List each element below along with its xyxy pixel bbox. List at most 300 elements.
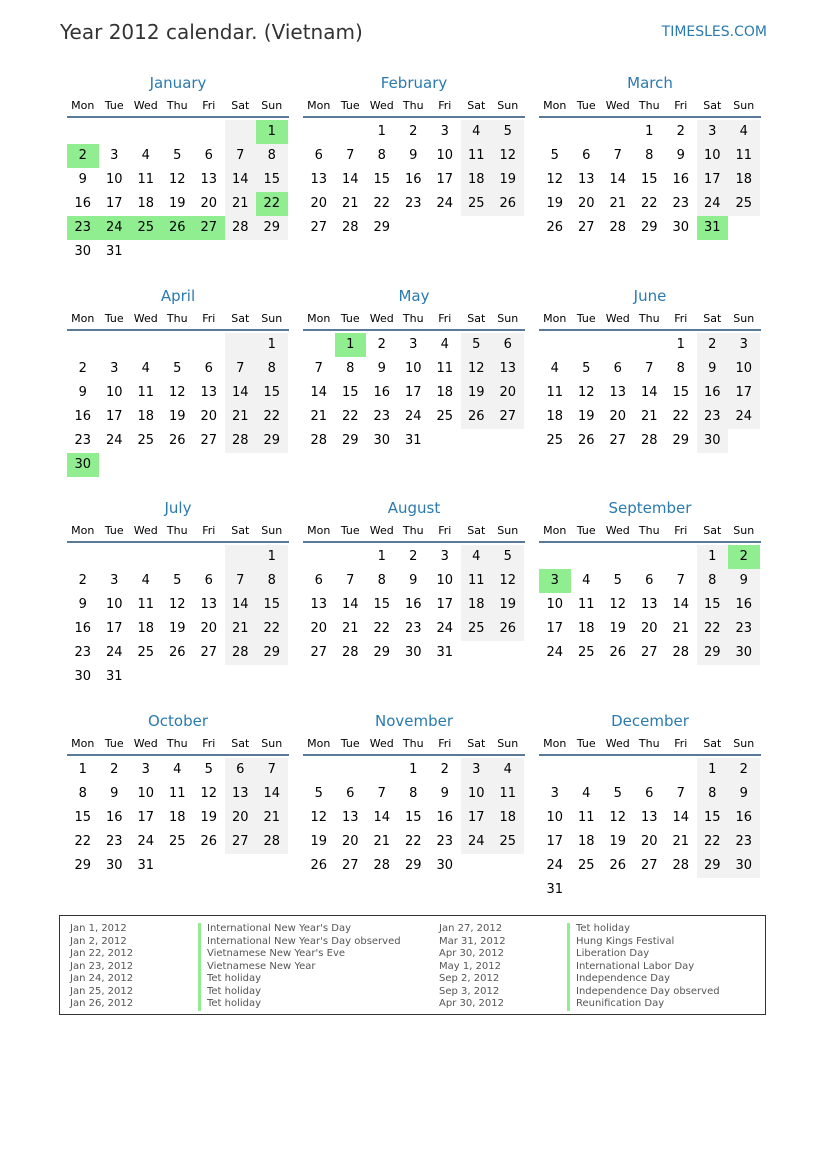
day-cell: 7	[676, 786, 685, 801]
day-cell: 26	[492, 617, 524, 641]
day-cell: 16	[728, 593, 760, 617]
day-cell: 22	[404, 834, 422, 849]
weekday-label: Fri	[674, 523, 688, 537]
empty-cell	[492, 216, 524, 240]
legend-date: Sep 2, 2012	[439, 973, 500, 984]
day-cell: 29	[640, 220, 658, 235]
weekday-header	[303, 307, 525, 331]
day-cell: 6	[225, 758, 257, 782]
day-cell: 3	[110, 573, 119, 588]
empty-cell	[634, 333, 666, 357]
day-cell: 4	[141, 361, 150, 376]
empty-cell	[335, 545, 367, 569]
legend-date: Sep 3, 2012	[439, 985, 500, 997]
day-cell: 29	[697, 854, 729, 878]
day-cell: 3	[409, 337, 418, 352]
day-cell: 3	[141, 762, 150, 777]
day-cell: 3	[550, 786, 559, 801]
weekday-label: Tue	[104, 736, 124, 750]
weekday-label: Mon	[307, 523, 331, 537]
empty-cell	[193, 240, 225, 264]
day-cell: 18	[137, 621, 155, 636]
day-cell: 4	[440, 337, 449, 352]
day-cell: 25	[137, 433, 155, 448]
day-cell: 1	[676, 337, 685, 352]
day-cell: 1	[697, 545, 729, 569]
day-cell: 1	[78, 762, 87, 777]
day-cell: 6	[204, 148, 213, 163]
weekday-label: Fri	[202, 523, 216, 537]
day-cell: 12	[168, 385, 186, 400]
day-cell: 9	[409, 573, 418, 588]
empty-cell	[67, 333, 99, 357]
day-cell: 23	[404, 621, 422, 636]
day-cell: 18	[492, 806, 524, 830]
legend-holiday-name: International New Year's Day observed	[198, 936, 401, 949]
day-cell: 10	[137, 786, 155, 801]
weekday-label: Sun	[733, 523, 755, 537]
empty-cell	[225, 240, 257, 264]
day-cell: 30	[728, 854, 760, 878]
day-cell: 14	[225, 381, 257, 405]
day-cell: 20	[310, 196, 328, 211]
day-cell: 10	[697, 144, 729, 168]
day-cell: 20	[609, 409, 627, 424]
month-december	[539, 711, 761, 902]
weekday-label: Thu	[402, 311, 424, 325]
day-cell: 4	[173, 762, 182, 777]
day-cell: 29	[404, 858, 422, 873]
days-grid	[539, 545, 761, 665]
day-cell: 15	[697, 593, 729, 617]
weekday-label: Wed	[605, 736, 630, 750]
day-cell: 26	[492, 192, 524, 216]
day-cell: 29	[373, 645, 391, 660]
day-cell: 20	[640, 621, 658, 636]
day-cell: 10	[436, 573, 454, 588]
empty-cell	[162, 333, 194, 357]
empty-cell	[634, 878, 666, 902]
day-cell: 31	[404, 433, 422, 448]
empty-cell	[162, 545, 194, 569]
day-cell: 11	[577, 597, 595, 612]
legend-holiday-name: International Labor Day	[567, 961, 694, 974]
month-november	[303, 711, 525, 878]
weekday-label: Tue	[340, 736, 360, 750]
day-cell: 25	[461, 617, 493, 641]
day-cell: 1	[335, 333, 367, 357]
day-cell: 25	[577, 858, 595, 873]
day-cell: 5	[582, 361, 591, 376]
day-cell: 16	[404, 172, 422, 187]
empty-cell	[539, 120, 571, 144]
day-cell: 6	[645, 786, 654, 801]
day-cell: 23	[67, 216, 99, 240]
empty-cell	[225, 120, 257, 144]
day-cell: 2	[728, 545, 760, 569]
day-cell: 6	[613, 361, 622, 376]
day-cell: 26	[200, 834, 218, 849]
day-cell: 22	[74, 834, 92, 849]
day-cell: 20	[200, 409, 218, 424]
day-cell: 10	[436, 148, 454, 163]
day-cell: 28	[341, 645, 359, 660]
empty-cell	[429, 429, 461, 453]
empty-cell	[256, 854, 288, 878]
day-cell: 9	[440, 786, 449, 801]
month-may	[303, 286, 525, 453]
empty-cell	[539, 333, 571, 357]
day-cell: 6	[346, 786, 355, 801]
weekday-label: Sat	[467, 523, 486, 537]
weekday-header	[67, 307, 289, 331]
day-cell: 27	[640, 858, 658, 873]
site-link[interactable]: TIMESLES.COM	[661, 24, 767, 40]
day-cell: 31	[546, 882, 564, 897]
day-cell: 14	[341, 172, 359, 187]
day-cell: 7	[645, 361, 654, 376]
legend-date: Jan 22, 2012	[70, 948, 134, 959]
legend-holiday-name: Tet holiday	[198, 986, 261, 999]
weekday-label: Tue	[340, 523, 360, 537]
day-cell: 20	[310, 621, 328, 636]
day-cell: 30	[74, 669, 92, 684]
day-cell: 12	[461, 357, 493, 381]
weekday-label: Sun	[497, 736, 519, 750]
weekday-label: Sat	[703, 736, 722, 750]
day-cell: 28	[225, 216, 257, 240]
weekday-label: Wed	[369, 311, 394, 325]
day-cell: 30	[436, 858, 454, 873]
empty-cell	[335, 758, 367, 782]
weekday-label: Mon	[543, 736, 567, 750]
day-cell: 15	[404, 810, 422, 825]
empty-cell	[602, 545, 634, 569]
legend-holiday-name: Independence Day observed	[567, 986, 720, 999]
day-cell: 6	[314, 148, 323, 163]
weekday-label: Fri	[202, 98, 216, 112]
weekday-label: Thu	[166, 523, 188, 537]
day-cell: 13	[640, 597, 658, 612]
weekday-label: Sat	[703, 523, 722, 537]
weekday-label: Tue	[576, 523, 596, 537]
day-cell: 26	[609, 858, 627, 873]
day-cell: 2	[676, 124, 685, 139]
day-cell: 12	[168, 597, 186, 612]
day-cell: 6	[492, 333, 524, 357]
weekday-label: Mon	[71, 98, 95, 112]
day-cell: 28	[225, 429, 257, 453]
day-cell: 5	[173, 148, 182, 163]
day-cell: 7	[225, 357, 257, 381]
empty-cell	[398, 216, 430, 240]
weekday-label: Sat	[703, 311, 722, 325]
empty-cell	[492, 854, 524, 878]
empty-cell	[461, 429, 493, 453]
empty-cell	[461, 216, 493, 240]
day-cell: 27	[200, 433, 218, 448]
day-cell: 9	[110, 786, 119, 801]
day-cell: 3	[539, 569, 571, 593]
day-cell: 24	[461, 830, 493, 854]
weekday-label: Tue	[576, 98, 596, 112]
day-cell: 28	[341, 220, 359, 235]
empty-cell	[602, 120, 634, 144]
day-cell: 3	[440, 124, 449, 139]
month-name: May	[398, 287, 430, 305]
empty-cell	[256, 240, 288, 264]
weekday-label: Thu	[638, 98, 660, 112]
day-cell: 20	[492, 381, 524, 405]
day-cell: 5	[173, 573, 182, 588]
weekday-label: Mon	[543, 523, 567, 537]
day-cell: 5	[492, 545, 524, 569]
day-cell: 4	[141, 573, 150, 588]
day-cell: 18	[577, 621, 595, 636]
day-cell: 28	[609, 220, 627, 235]
weekday-header	[539, 732, 761, 756]
day-cell: 21	[640, 409, 658, 424]
day-cell: 29	[256, 429, 288, 453]
day-cell: 19	[546, 196, 564, 211]
day-cell: 17	[546, 621, 564, 636]
day-cell: 27	[492, 405, 524, 429]
day-cell: 16	[74, 196, 92, 211]
weekday-label: Tue	[576, 311, 596, 325]
empty-cell	[634, 545, 666, 569]
day-cell: 8	[697, 782, 729, 806]
day-cell: 16	[404, 597, 422, 612]
day-cell: 21	[225, 192, 257, 216]
weekday-label: Tue	[576, 736, 596, 750]
day-cell: 10	[105, 597, 123, 612]
day-cell: 28	[640, 433, 658, 448]
weekday-header	[67, 94, 289, 118]
day-cell: 2	[440, 762, 449, 777]
weekday-label: Sun	[261, 98, 283, 112]
day-cell: 14	[225, 593, 257, 617]
empty-cell	[602, 758, 634, 782]
day-cell: 23	[672, 196, 690, 211]
weekday-header	[539, 519, 761, 543]
day-cell: 30	[74, 244, 92, 259]
weekday-header	[67, 732, 289, 756]
day-cell: 10	[461, 782, 493, 806]
day-cell: 17	[461, 806, 493, 830]
day-cell: 18	[577, 834, 595, 849]
day-cell: 22	[341, 409, 359, 424]
legend-date: Jan 26, 2012	[70, 998, 134, 1009]
day-cell: 21	[225, 405, 257, 429]
empty-cell	[602, 333, 634, 357]
day-cell: 25	[546, 433, 564, 448]
day-cell: 11	[461, 569, 493, 593]
day-cell: 6	[204, 573, 213, 588]
day-cell: 1	[256, 120, 288, 144]
day-cell: 2	[697, 333, 729, 357]
day-cell: 3	[110, 148, 119, 163]
empty-cell	[539, 758, 571, 782]
day-cell: 28	[225, 641, 257, 665]
day-cell: 15	[256, 381, 288, 405]
day-cell: 26	[577, 433, 595, 448]
weekday-header	[539, 94, 761, 118]
day-cell: 20	[577, 196, 595, 211]
day-cell: 30	[67, 453, 99, 477]
day-cell: 21	[672, 621, 690, 636]
day-cell: 15	[640, 172, 658, 187]
day-cell: 20	[200, 196, 218, 211]
day-cell: 21	[672, 834, 690, 849]
day-cell: 4	[461, 120, 493, 144]
day-cell: 8	[645, 148, 654, 163]
weekday-header	[303, 519, 525, 543]
day-cell: 9	[78, 385, 87, 400]
weekday-header	[539, 307, 761, 331]
day-cell: 5	[613, 573, 622, 588]
empty-cell	[256, 453, 288, 477]
days-grid	[67, 120, 289, 264]
day-cell: 26	[168, 433, 186, 448]
day-cell: 2	[67, 144, 99, 168]
day-cell: 5	[314, 786, 323, 801]
weekday-label: Thu	[638, 523, 660, 537]
day-cell: 24	[404, 409, 422, 424]
day-cell: 27	[341, 858, 359, 873]
weekday-label: Thu	[166, 98, 188, 112]
day-cell: 11	[168, 786, 186, 801]
weekday-label: Sun	[261, 523, 283, 537]
month-march	[539, 73, 761, 240]
day-cell: 11	[546, 385, 564, 400]
day-cell: 29	[341, 433, 359, 448]
day-cell: 3	[110, 361, 119, 376]
legend-date: Mar 31, 2012	[439, 935, 506, 947]
month-name: December	[611, 712, 689, 730]
day-cell: 1	[409, 762, 418, 777]
weekday-label: Sun	[497, 523, 519, 537]
day-cell: 15	[672, 385, 690, 400]
month-name: November	[374, 712, 454, 730]
empty-cell	[303, 333, 335, 357]
day-cell: 17	[436, 172, 454, 187]
day-cell: 17	[105, 621, 123, 636]
day-cell: 20	[341, 834, 359, 849]
day-cell: 9	[78, 597, 87, 612]
month-name: September	[608, 499, 692, 517]
legend-date: Apr 30, 2012	[439, 998, 505, 1009]
day-cell: 12	[492, 569, 524, 593]
day-cell: 17	[137, 810, 155, 825]
day-cell: 13	[609, 385, 627, 400]
weekday-label: Thu	[402, 523, 424, 537]
days-grid	[303, 758, 525, 878]
weekday-label: Mon	[307, 311, 331, 325]
day-cell: 21	[341, 196, 359, 211]
weekday-label: Thu	[402, 98, 424, 112]
day-cell: 26	[461, 405, 493, 429]
day-cell: 26	[546, 220, 564, 235]
empty-cell	[99, 120, 131, 144]
day-cell: 13	[341, 810, 359, 825]
days-grid	[303, 333, 525, 453]
empty-cell	[130, 333, 162, 357]
month-october	[67, 711, 289, 878]
empty-cell	[193, 453, 225, 477]
day-cell: 1	[697, 758, 729, 782]
empty-cell	[67, 545, 99, 569]
weekday-label: Sat	[231, 98, 250, 112]
day-cell: 19	[168, 621, 186, 636]
day-cell: 6	[314, 573, 323, 588]
day-cell: 8	[377, 148, 386, 163]
weekday-label: Mon	[543, 311, 567, 325]
weekday-label: Wed	[133, 523, 158, 537]
day-cell: 25	[728, 192, 760, 216]
day-cell: 21	[225, 617, 257, 641]
weekday-label: Sun	[733, 736, 755, 750]
weekday-label: Fri	[438, 311, 452, 325]
day-cell: 19	[492, 168, 524, 192]
day-cell: 23	[436, 834, 454, 849]
day-cell: 8	[78, 786, 87, 801]
day-cell: 22	[640, 196, 658, 211]
weekday-label: Fri	[202, 311, 216, 325]
day-cell: 22	[697, 830, 729, 854]
day-cell: 23	[728, 830, 760, 854]
legend-holiday-name: Tet holiday	[198, 998, 261, 1011]
legend-holiday-name: Reunification Day	[567, 998, 664, 1011]
day-cell: 31	[137, 858, 155, 873]
weekday-label: Wed	[605, 98, 630, 112]
day-cell: 10	[546, 597, 564, 612]
day-cell: 7	[225, 569, 257, 593]
day-cell: 17	[404, 385, 422, 400]
empty-cell	[225, 545, 257, 569]
day-cell: 23	[74, 645, 92, 660]
weekday-label: Thu	[402, 736, 424, 750]
month-september	[539, 498, 761, 665]
day-cell: 17	[105, 196, 123, 211]
empty-cell	[162, 453, 194, 477]
weekday-label: Wed	[133, 311, 158, 325]
day-cell: 21	[609, 196, 627, 211]
empty-cell	[130, 453, 162, 477]
day-cell: 25	[577, 645, 595, 660]
legend-date: Jan 25, 2012	[70, 985, 134, 997]
day-cell: 4	[550, 361, 559, 376]
weekday-label: Tue	[340, 311, 360, 325]
empty-cell	[99, 453, 131, 477]
day-cell: 14	[672, 810, 690, 825]
day-cell: 11	[137, 385, 155, 400]
legend-holiday-name: Vietnamese New Year's Eve	[198, 948, 345, 961]
legend-date: Jan 2, 2012	[70, 935, 127, 947]
day-cell: 23	[373, 409, 391, 424]
day-cell: 11	[492, 782, 524, 806]
day-cell: 28	[672, 858, 690, 873]
weekday-label: Mon	[543, 98, 567, 112]
day-cell: 24	[436, 621, 454, 636]
day-cell: 24	[546, 645, 564, 660]
day-cell: 12	[492, 144, 524, 168]
day-cell: 22	[373, 196, 391, 211]
day-cell: 25	[168, 834, 186, 849]
day-cell: 26	[162, 216, 194, 240]
weekday-label: Tue	[340, 98, 360, 112]
day-cell: 4	[582, 786, 591, 801]
legend-date: Apr 30, 2012	[439, 948, 505, 959]
